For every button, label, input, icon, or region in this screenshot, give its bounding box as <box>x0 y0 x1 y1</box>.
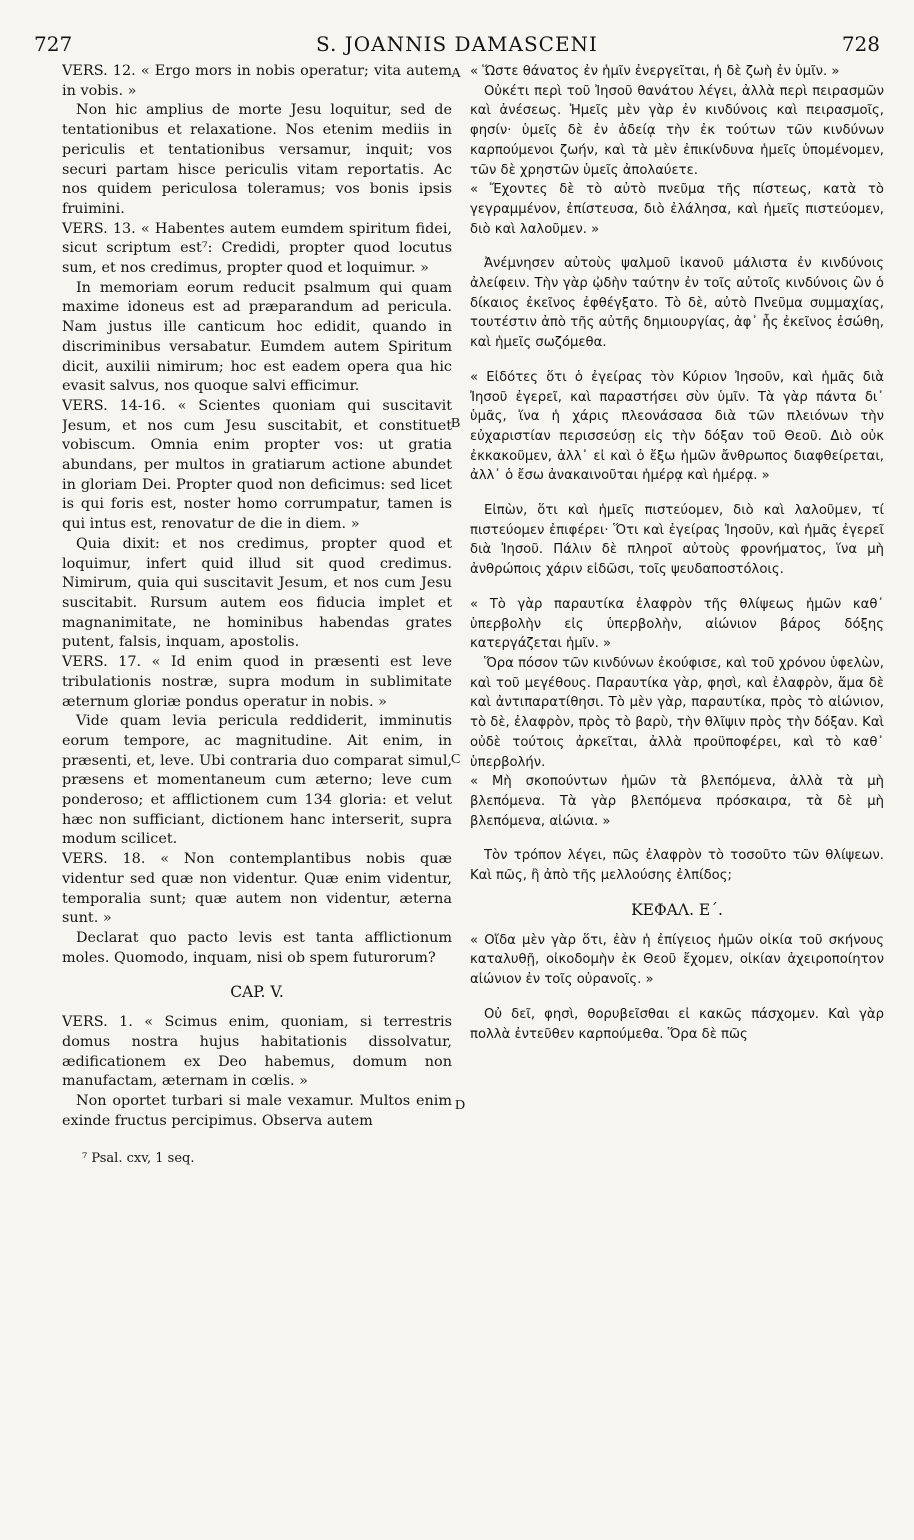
greek-commentary: Τὸν τρόπον λέγει, πῶς ἐλαφρὸν τὸ τοσοῦτο τῶν θλίψεων. Καὶ πῶς, ἢ ἀπὸ τῆς μελλούσης ἐλπίδος; <box>470 848 884 884</box>
latin-verse-18: VERS. 18. « Non contemplantibus nobis quæ videntur sed quæ non videntur. Quæ enim videntur, temporalia sunt; quæ autem non videntur, æterna sunt. » <box>62 851 452 927</box>
greek-commentary: Οὐκέτι περὶ τοῦ Ἰησοῦ θανάτου λέγει, ἀλλὰ περὶ πειρασμῶν καὶ ἀνέσεως. Ἡμεῖς μὲν γὰρ ἐν κινδύνοις καὶ πειρασμοῖς, φησίν· ὑμεῖς δὲ ἐν ἀδείᾳ τὴν ἐκ τούτων τῶν κινδύνων καρπούμενοι ζωήν, καὶ τὰ μὲν ἐπικίνδυνα ἡμεῖς ὑπομένομεν, τῶν δὲ χρηστῶν ὑμεῖς ἀπολαύετε. <box>470 83 884 178</box>
margin-letter-d: D <box>455 1098 466 1113</box>
latin-chapter-heading: CAP. V. <box>230 983 284 1002</box>
greek-verse-18: « Μὴ σκοπούντων ἡμῶν τὰ βλεπόμενα, ἀλλὰ τὰ μὴ βλεπόμενα. Τὰ γὰρ βλεπόμενα πρόσκαιρα, τὰ δὲ μὴ βλεπόμενα, αἰώνια. » <box>470 774 884 829</box>
greek-column <box>470 62 884 1044</box>
running-header <box>34 32 880 60</box>
latin-verse-13: VERS. 13. « Habentes autem eumdem spiritum fidei, sicut scriptum est⁷: Credidi, propter quod locutus sum, et nos credimus, propter quod et loquimur. » <box>62 220 452 277</box>
margin-letter-a: A <box>451 66 462 81</box>
running-title: S. JOANNIS DAMASCENI <box>316 32 598 56</box>
greek-verse-13: « Ἔχοντες δὲ τὸ αὐτὸ πνεῦμα τῆς πίστεως, κατὰ τὸ γεγραμμένον, ἐπίστευσα, διὸ ἐλάλησα, καὶ ἡμεῖς πιστεύομεν, διὸ καὶ λαλοῦμεν. » <box>470 182 884 237</box>
page-number-left: 727 <box>34 32 73 56</box>
margin-letter-c: C <box>451 752 461 767</box>
greek-commentary: Εἰπὼν, ὅτι καὶ ἡμεῖς πιστεύομεν, διὸ καὶ λαλοῦμεν, τί πιστεύομεν ἐπιφέρει· Ὅτι καὶ ἐγείρας Ἰησοῦν, καὶ ἡμᾶς ἐγερεῖ διὰ Ἰησοῦ. Πάλιν δὲ πληροῖ αὐτοὺς φρονήματος, ἵνα μὴ ἀνθρώποις χάριν εἰδῶσι, τοῖς ψευδαποστόλοις. <box>470 503 884 578</box>
greek-verse-17: « Τὸ γὰρ παραυτίκα ἐλαφρὸν τῆς θλίψεως ἡμῶν καθ᾽ ὑπερβολὴν εἰς ὑπερβολὴν, αἰώνιον βάρος δόξης κατεργάζεται ἡμῖν. » <box>470 596 884 652</box>
latin-commentary: Non oportet turbari si male vexamur. Multos enim exinde fructus percipimus. Observa autem <box>62 1093 452 1129</box>
latin-commentary: Quia dixit: et nos credimus, propter quod et loquimur, infert quid illud sit quod credimus. Nimirum, quia qui suscitavit Jesum, et nos cum Jesu suscitabit. Rursum autem eos fiducia implet et magnanimitate, ne hominibus habendas grates putent, falsis, inquam, apostolis. <box>62 535 452 651</box>
greek-commentary: Οὐ δεῖ, φησὶ, θορυβεῖσθαι εἰ κακῶς πάσχομεν. Καὶ γὰρ πολλὰ ἐντεῦθεν καρπούμεθα. Ὅρα δὲ πῶς <box>470 1006 884 1042</box>
greek-verse-12: « Ὥστε θάνατος ἐν ἡμῖν ἐνεργεῖται, ἡ δὲ ζωὴ ἐν ὑμῖν. » <box>470 64 840 79</box>
latin-verse-17: VERS. 17. « Id enim quod in præsenti est leve tribulationis nostræ, supra modum in sublimitate æternum gloriæ pondus operatur in nobis. » <box>62 654 452 710</box>
latin-column <box>62 62 452 1168</box>
latin-verse-12: VERS. 12. « Ergo mors in nobis operatur; vita autem in vobis. » <box>62 63 452 99</box>
footnote: ⁷ Psal. cxv, 1 seq. <box>82 1150 195 1166</box>
page-number-right: 728 <box>841 32 880 56</box>
latin-commentary: Declarat quo pacto levis est tanta afflictionum moles. Quomodo, inquam, nisi ob spem futurorum? <box>62 929 452 966</box>
greek-chapter-heading: ΚΕΦΑΛ. Ε΄. <box>631 900 723 919</box>
greek-chapter-verse-1: « Οἴδα μὲν γὰρ ὅτι, ἐὰν ἡ ἐπίγειος ἡμῶν οἰκία τοῦ σκήνους καταλυθῇ, οἰκοδομὴν ἐκ Θεοῦ ἔχομεν, οἰκίαν ἀχειροποίητον αἰώνιον ἐν τοῖς οὐρανοῖς. » <box>470 932 884 988</box>
latin-commentary: Non hic amplius de morte Jesu loquitur, sed de tentationibus et relaxatione. Nos etenim mediis in periculis et tentationibus versamur, inquit; vos securi partam hisce periculis vitam reportatis. Ac nos quidem periculosa toleramus; vos bonis ipsis fruimini. <box>62 102 452 217</box>
latin-commentary: Vide quam levia pericula reddiderit, imminutis eorum tempore, ac magnitudine. Ait enim, in præsenti, et, leve. Ubi contraria duo comparat simul, præsens et momentaneum cum æterno; leve cum ponderoso; et afflictionem cum 134 gloria: et velut hæc non sufficiant, dictionem hanc interserit, supra modum scilicet. <box>62 713 452 848</box>
latin-verse-14-16: VERS. 14-16. « Scientes quoniam qui suscitavit Jesum, et nos cum Jesu suscitabit, et constituet vobiscum. Omnia enim propter vos: ut gratia abundans, per multos in gratiarum actione abundet in gloriam Dei. Propter quod non deficimus: sed licet is qui foris est, noster homo corrumpatur, tamen is qui intus est, renovatur de die in diem. » <box>62 397 452 533</box>
greek-commentary: Ὅρα πόσον τῶν κινδύνων ἐκούφισε, καὶ τοῦ χρόνου ὑφελὼν, καὶ τοῦ μεγέθους. Παραυτίκα γὰρ, φησὶ, καὶ ἐλαφρὸν, ἅμα δὲ καὶ ἀντιπαρατίθησι. Τὸ μὲν γὰρ, παραυτίκα, πρὸς τὸ αἰώνιον, τὸ δὲ, ἐλαφρὸν, πρὸς τὸ βαρὺ, τὴν θλῖψιν πρὸς τὴν δόξαν. Καὶ οὐδὲ τούτοις ἀρκεῖται, ἀλλὰ προϋποφέρει, καὶ τὸ καθ᾽ ὑπερβολήν. <box>470 655 884 770</box>
greek-commentary: Ἀνέμνησεν αὐτοὺς ψαλμοῦ ἱκανοῦ μάλιστα ἐν κινδύνοις ἀλείφειν. Τὴν γὰρ ᾠδὴν ταύτην ἐν τοῖς αὐτοῖς κινδύνοις ὢν ὁ δίκαιος ἐκεῖνος ἐφθέγξατο. Τὸ δὲ, αὐτὸ Πνεῦμα συμμαχίας, τουτέστιν ἀπὸ τῆς αὐτῆς δημιουργίας, ἀφ᾽ ἧς ἐκεῖνος ἐσώθη, καὶ ἡμεῖς σωζόμεθα. <box>470 256 884 351</box>
greek-verse-14-16: « Εἰδότες ὅτι ὁ ἐγείρας τὸν Κύριον Ἰησοῦν, καὶ ἡμᾶς διὰ Ἰησοῦ ἐγερεῖ, καὶ παραστήσει σὺν ὑμῖν. Τὰ γὰρ πάντα δι᾽ ὑμᾶς, ἵνα ἡ χάρις πλεονάσασα διὰ τῶν πλειόνων τὴν εὐχαριστίαν περισσεύσῃ εἰς τὴν δόξαν τοῦ Θεοῦ. Διὸ οὐκ ἐκκακοῦμεν, ἀλλ᾽ εἰ καὶ ὁ ἔξω ἡμῶν ἄνθρωπος διαφθείρεται, ἀλλ᾽ ὁ ἔσω ἀνακαινοῦται ἡμέρᾳ καὶ ἡμέρᾳ. » <box>470 369 884 484</box>
latin-chapter-verse-1: VERS. 1. « Scimus enim, quoniam, si terrestris domus nostra hujus habitationis dissolvatur, ædificationem ex Deo habemus, domum non manufactam, æternam in cœlis. » <box>62 1014 452 1090</box>
latin-commentary: In memoriam eorum reducit psalmum qui quam maxime idoneus est ad præparandum ad pericula. Nam justus ille canticum hoc edidit, quando in discriminibus versabatur. Eumdem autem Spiritum dicit, auxilii nimirum; hoc est eadem opera qua hic evasit salvus, nos quoque salvi efficimur. <box>62 279 452 395</box>
margin-letter-b: B <box>451 416 461 431</box>
